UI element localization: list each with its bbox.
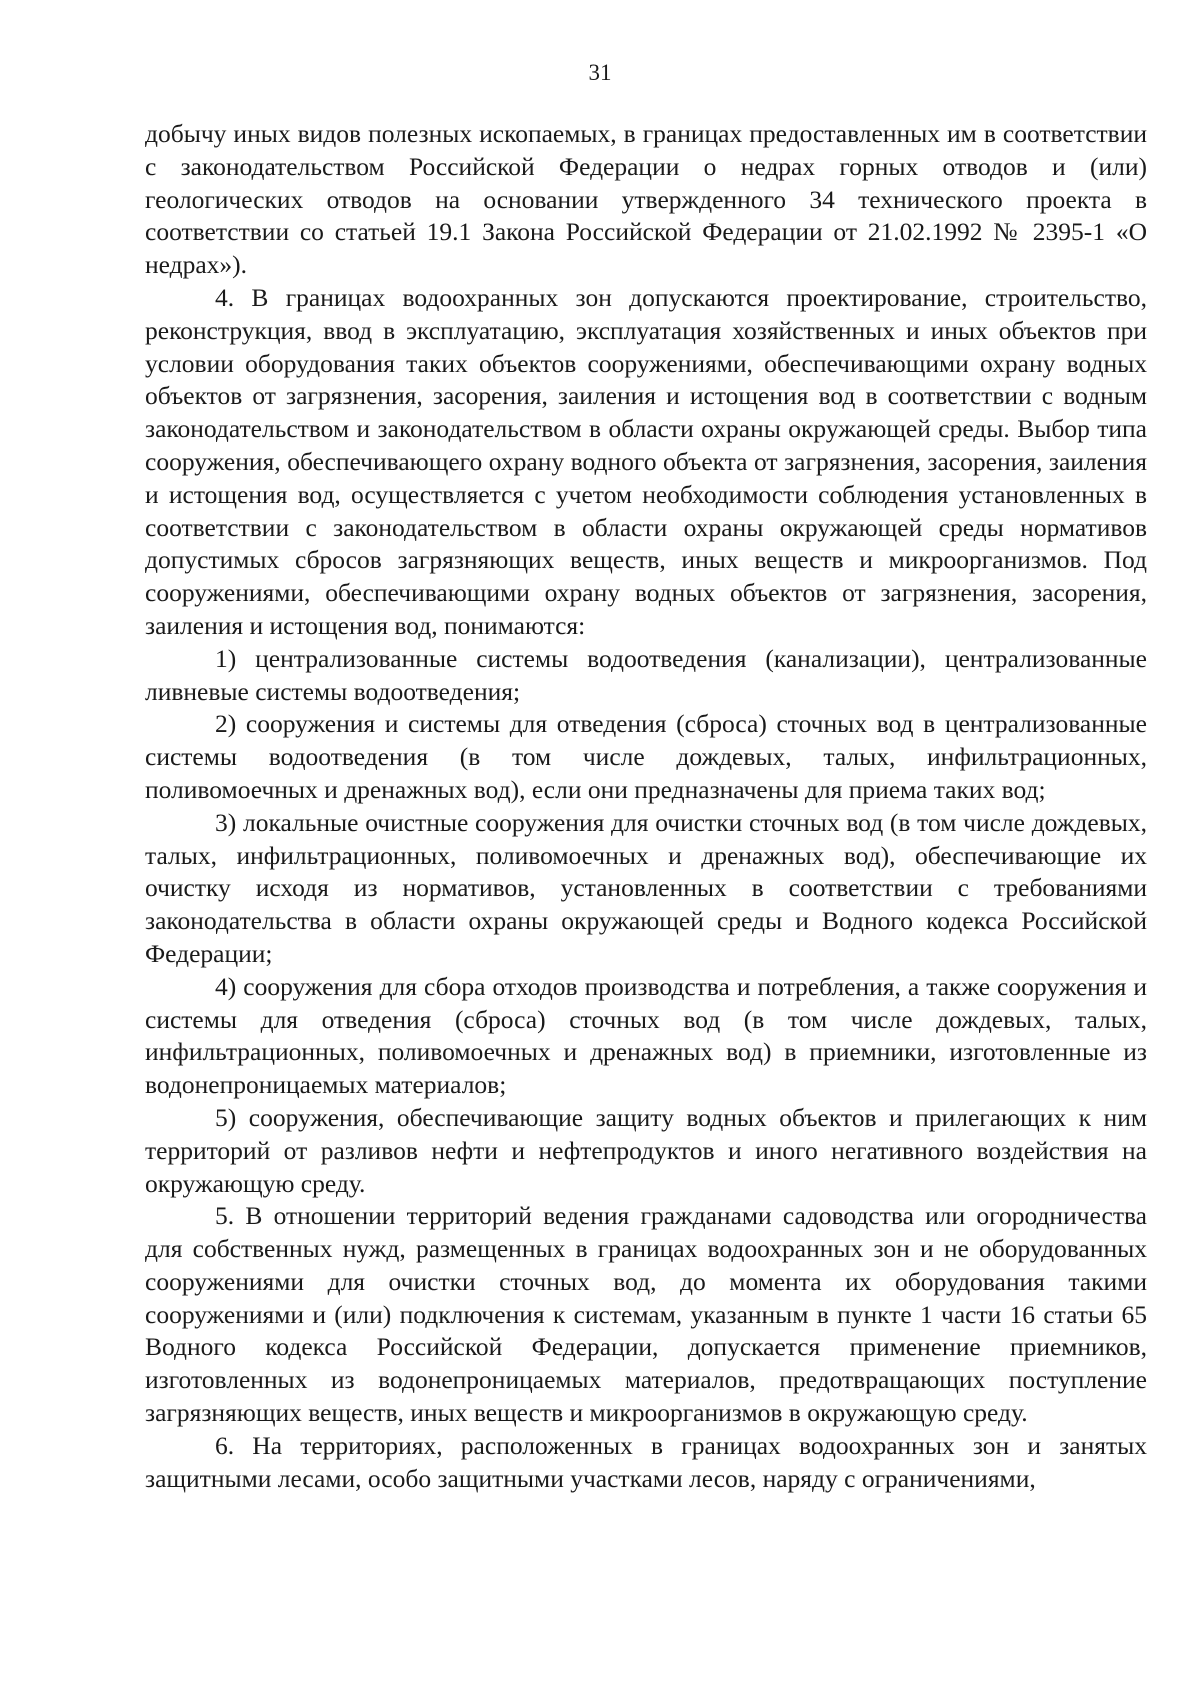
paragraph-continuation: добычу иных видов полезных ископаемых, в границах предоставленных им в соответствии с законодательством Российской Федерации о недрах горных отводов и (или) геологических отводов на основании утвержденного 34 технического проекта в соответствии со статьей 19.1 Закона Российской Федерации от 21.02.1992 № 2395-1 «О недрах»). xyxy=(145,119,1147,280)
paragraph-item-4: 4) сооружения для сбора отходов производства и потребления, а также сооружения и системы для отведения (сброса) сточных вод (в том числе дождевых, талых, инфильтрационных, поливомоечных и дренажных вод) в приемники, изготовленные из водонепроницаемых материалов; xyxy=(145,971,1147,1100)
document-body xyxy=(145,118,1147,1495)
page-number: 31 xyxy=(588,60,612,85)
paragraph-item-3: 3) локальные очистные сооружения для очистки сточных вод (в том числе дождевых, талых, инфильтрационных, поливомоечных и дренажных вод), обеспечивающие их очистку исходя из нормативов, установленных в соответствии с требованиями законодательства в области охраны окружающей среды и Водного кодекса Российской Федерации; xyxy=(145,807,1147,968)
paragraph-clause-6: 6. На территориях, расположенных в границах водоохранных зон и занятых защитными лесами, особо защитными участками лесов, наряду с ограничениями, xyxy=(145,1430,1147,1493)
paragraph-item-1: 1) централизованные системы водоотведения (канализации), централизованные ливневые системы водоотведения; xyxy=(145,643,1147,706)
paragraph-clause-4: 4. В границах водоохранных зон допускаются проектирование, строительство, реконструкция, ввод в эксплуатацию, эксплуатация хозяйственных и иных объектов при условии оборудования таких объектов сооружениями, обеспечивающими охрану водных объектов от загрязнения, засорения, заиления и истощения вод в соответствии с водным законодательством и законодательством в области охраны окружающей среды. Выбор типа сооружения, обеспечивающего охрану водного объекта от загрязнения, засорения, заиления и истощения вод, осуществляется с учетом необходимости соблюдения установленных в соответствии с законодательством в области охраны окружающей среды нормативов допустимых сбросов загрязняющих веществ, иных веществ и микроорганизмов. Под сооружениями, обеспечивающими охрану водных объектов от загрязнения, засорения, заиления и истощения вод, понимаются: xyxy=(145,282,1147,640)
paragraph-item-2: 2) сооружения и системы для отведения (сброса) сточных вод в централизованные системы водоотведения (в том числе дождевых, талых, инфильтрационных, поливомоечных и дренажных вод), если они предназначены для приема таких вод; xyxy=(145,709,1147,804)
paragraph-clause-5: 5. В отношении территорий ведения гражданами садоводства или огородничества для собственных нужд, размещенных в границах водоохранных зон и не оборудованных сооружениями для очистки сточных вод, до момента их оборудования такими сооружениями и (или) подключения к системам, указанным в пункте 1 части 16 статьи 65 Водного кодекса Российской Федерации, допускается применение приемников, изготовленных из водонепроницаемых материалов, предотвращающих поступление загрязняющих веществ, иных веществ и микроорганизмов в окружающую среду. xyxy=(145,1201,1147,1428)
paragraph-item-5: 5) сооружения, обеспечивающие защиту водных объектов и прилегающих к ним территорий от разливов нефти и нефтепродуктов и иного негативного воздействия на окружающую среду. xyxy=(145,1102,1147,1198)
